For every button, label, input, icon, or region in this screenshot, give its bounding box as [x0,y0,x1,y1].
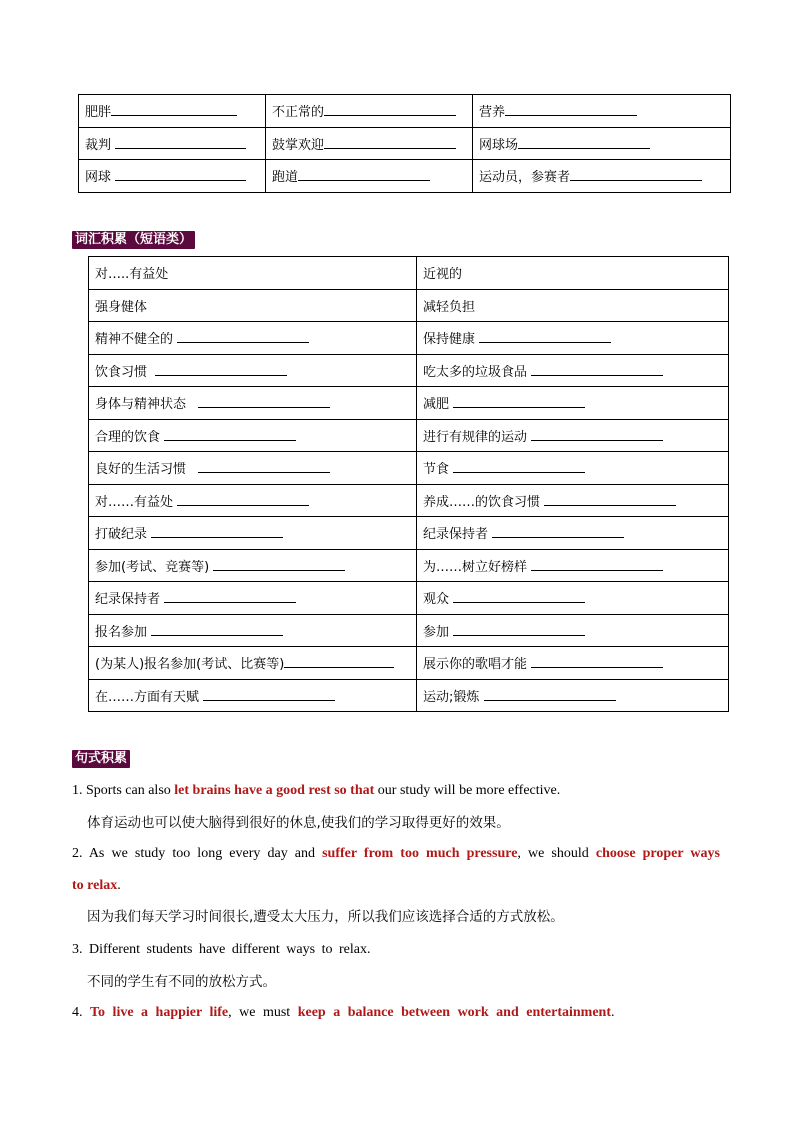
word-label: 肥胖 [85,105,112,121]
answer-blank[interactable] [177,493,309,506]
answer-blank[interactable] [531,363,663,376]
table-cell [417,517,729,550]
table-cell [89,452,417,485]
sentence-text: . [611,1005,615,1020]
table-cell [89,517,417,550]
phrase-label: 纪录保持者 [423,527,489,543]
table-row [89,322,729,355]
key-phrase: let brains have a good rest so that [174,783,375,798]
sentence-text: As we study too long every day and [82,846,323,861]
phrase-label: 纪录保持者 [95,592,161,608]
answer-blank[interactable] [324,103,456,116]
answer-blank[interactable] [198,460,330,473]
table-cell [417,257,729,290]
phrase-label: 节食 [423,462,450,478]
table-row [89,517,729,550]
table-cell [417,484,729,517]
sentence-2-continued [72,876,121,896]
table-row [79,160,731,193]
table-row [89,679,729,712]
table-cell [89,582,417,615]
table-cell [417,419,729,452]
answer-blank[interactable] [570,168,702,181]
table-row [89,387,729,420]
table-cell [89,614,417,647]
table-cell [417,549,729,582]
answer-blank[interactable] [453,623,585,636]
answer-blank[interactable] [531,558,663,571]
word-label: 营养 [479,105,506,121]
table-cell [417,387,729,420]
table-cell [417,582,729,615]
word-label: 不正常的 [272,105,325,121]
phrase-label: 在……方面有天赋 [95,689,200,705]
answer-blank[interactable] [544,493,676,506]
key-phrase: choose proper ways [595,846,720,861]
phrase-label: 参加(考试、竞赛等) [95,559,210,575]
phrase-label: 展示你的歌唱才能 [423,657,528,673]
sentence-2-translation: 因为我们每天学习时间很长,遭受太大压力，所以我们应该选择合适的方式放松。 [87,909,564,925]
word-label: 裁判 [85,137,112,153]
phrase-table [88,256,729,712]
answer-blank[interactable] [324,136,456,149]
table-row [89,647,729,680]
phrase-label: 饮食习惯 [95,364,148,380]
table-row [89,452,729,485]
table-cell [417,452,729,485]
word-table [78,94,731,193]
phrase-label: 吃太多的垃圾食品 [423,364,528,380]
answer-blank[interactable] [115,136,246,149]
word-label: 网球场 [479,137,519,153]
answer-blank[interactable] [203,688,335,701]
answer-blank[interactable] [492,525,624,538]
table-cell [266,160,473,193]
answer-blank[interactable] [453,460,585,473]
table-row [89,289,729,322]
phrase-label: 精神不健全的 [95,332,174,348]
table-row [89,419,729,452]
phrase-label: 报名参加 [95,624,148,640]
table-cell [417,614,729,647]
sentence-1 [72,781,560,801]
answer-blank[interactable] [453,395,585,408]
answer-blank[interactable] [505,103,637,116]
key-phrase: suffer from too much pressure [322,846,518,861]
phrase-label: 运动;锻炼 [423,689,480,705]
word-label: 运动员，参赛者 [479,170,571,186]
phrase-section-title: 词汇积累（短语类） [72,231,195,249]
table-cell [89,647,417,680]
table-cell [417,322,729,355]
sentence-number: 3. [72,942,83,957]
phrase-label: 近视的 [423,267,463,283]
answer-blank[interactable] [479,330,611,343]
table-cell [89,387,417,420]
table-cell [89,679,417,712]
table-cell [89,354,417,387]
answer-blank[interactable] [284,655,394,668]
phrase-label: 打破纪录 [95,527,148,543]
table-cell [473,160,731,193]
answer-blank[interactable] [531,655,663,668]
key-phrase: to relax [72,878,118,893]
table-cell [79,127,266,160]
phrase-label: 为……树立好榜样 [423,559,528,575]
sentence-2 [72,844,720,864]
phrase-label: 对…..有益处 [95,267,169,283]
answer-blank[interactable] [164,590,296,603]
sentence-text: our study will be more effective. [374,783,561,798]
table-cell [89,419,417,452]
table-row [89,354,729,387]
table-cell [417,289,729,322]
phrase-label: 养成……的饮食习惯 [423,494,541,510]
sentence-text: . [117,878,121,893]
answer-blank[interactable] [531,428,663,441]
table-cell [473,127,731,160]
phrase-label: 保持健康 [423,332,476,348]
table-cell [89,484,417,517]
sentence-3 [72,940,370,960]
word-label: 跑道 [272,170,299,186]
table-row [89,549,729,582]
answer-blank[interactable] [115,168,246,181]
table-row [89,257,729,290]
answer-blank[interactable] [177,330,309,343]
answer-blank[interactable] [164,428,296,441]
answer-blank[interactable] [213,558,345,571]
table-cell [79,95,266,128]
sentence-text: Sports can also [82,783,175,798]
table-cell [417,354,729,387]
sentence-4 [72,1003,615,1023]
phrase-label: 良好的生活习惯 [95,462,187,478]
phrase-label: 减轻负担 [423,299,476,315]
word-label: 鼓掌欢迎 [272,137,325,153]
table-cell [89,289,417,322]
sentence-1-translation: 体育运动也可以使大脑得到很好的休息,使我们的学习取得更好的效果。 [87,815,510,831]
answer-blank[interactable] [484,688,616,701]
phrase-label: 对……有益处 [95,494,174,510]
key-phrase: keep a balance between work and entertainment [297,1005,611,1020]
phrase-label: (为某人)报名参加(考试、比赛等) [95,657,285,673]
phrase-label: 减肥 [423,397,450,413]
table-cell [89,549,417,582]
sentence-number: 1. [72,783,83,798]
table-cell [266,95,473,128]
table-row [79,127,731,160]
answer-blank[interactable] [151,623,283,636]
phrase-label: 强身健体 [95,299,148,315]
table-cell [89,257,417,290]
table-cell [417,679,729,712]
answer-blank[interactable] [111,103,237,116]
sentence-number: 4. [72,1005,83,1020]
table-cell [89,322,417,355]
phrase-label: 合理的饮食 [95,429,161,445]
table-row [89,582,729,615]
sentence-section-title: 句式积累 [72,750,130,768]
table-row [79,95,731,128]
phrase-label: 身体与精神状态 [95,397,187,413]
answer-blank[interactable] [151,525,283,538]
sentence-number: 2. [72,846,83,861]
table-row [89,614,729,647]
answer-blank[interactable] [453,590,585,603]
answer-blank[interactable] [198,395,330,408]
table-cell [473,95,731,128]
phrase-label: 参加 [423,624,450,640]
sentence-3-translation: 不同的学生有不同的放松方式。 [87,974,276,990]
table-cell [266,127,473,160]
key-phrase: To live a happier life [90,1005,229,1020]
word-label: 网球 [85,170,112,186]
table-cell [417,647,729,680]
sentence-text: Different students have different ways to relax. [82,942,371,957]
answer-blank[interactable] [518,136,650,149]
phrase-label: 观众 [423,592,450,608]
answer-blank[interactable] [155,363,287,376]
table-cell [79,160,266,193]
table-row [89,484,729,517]
sentence-text: , we must [228,1005,298,1020]
phrase-label: 进行有规律的运动 [423,429,528,445]
sentence-text: , we should [517,846,596,861]
answer-blank[interactable] [298,168,430,181]
